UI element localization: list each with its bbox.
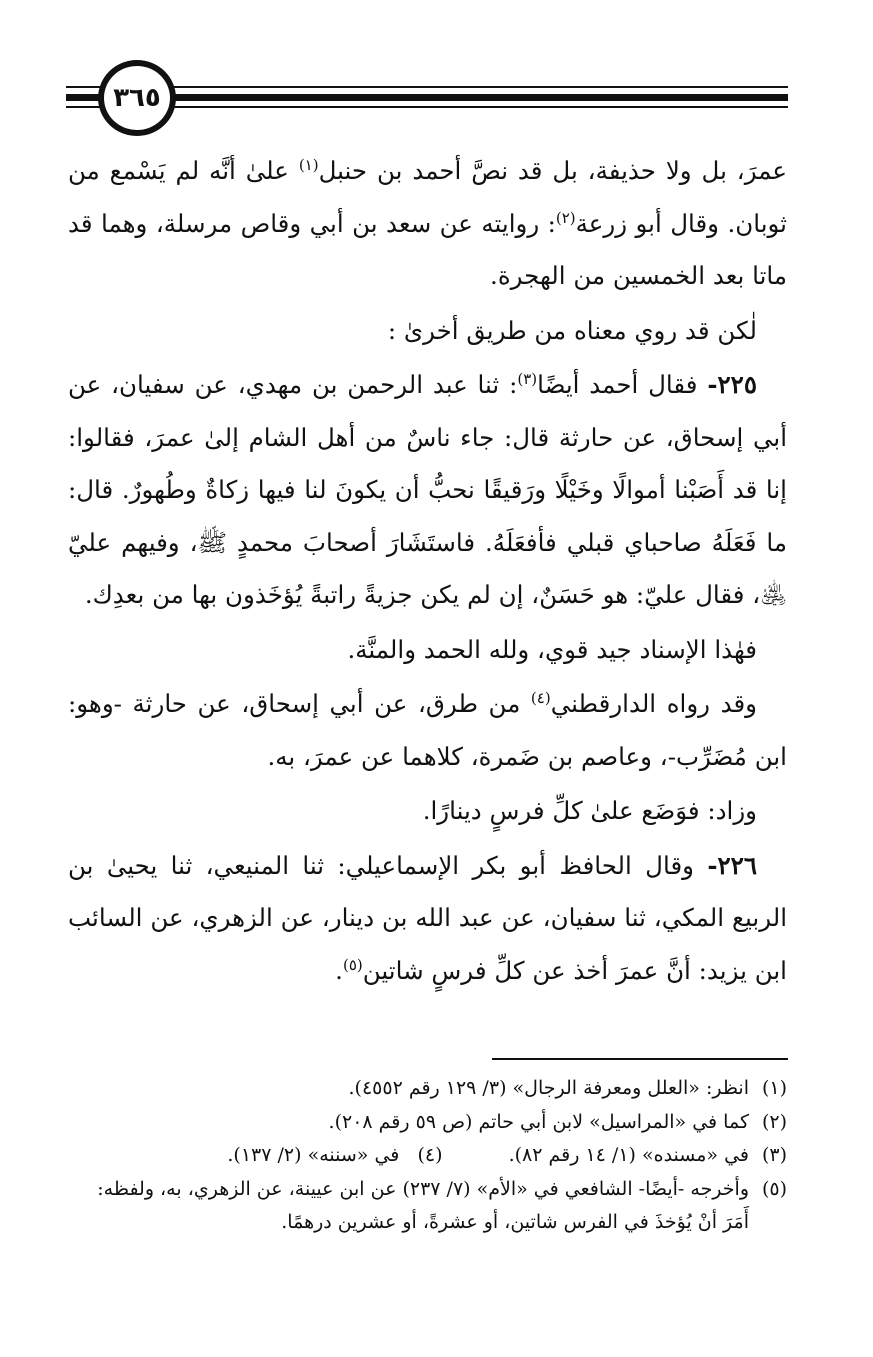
hadith-number-225: ٢٢٥-	[707, 370, 757, 399]
paragraph-4: فهٰذا الإسناد جيد قوي، ولله الحمد والمنَّة.	[347, 634, 757, 664]
footnote-2	[90, 1106, 787, 1140]
page-header	[0, 0, 873, 150]
page-number: ٣٦٥	[113, 83, 161, 113]
text-run: : روايته عن سعد بن أبي وقاص مرسلة، وهما قد ماتا بعد الخمسين من الهجرة.	[68, 208, 787, 290]
footnote-number: (٥)	[761, 1177, 787, 1200]
footnote-5	[90, 1173, 787, 1240]
text-run: فقال أحمد أيضًا	[537, 370, 708, 399]
footnote-ref-4: (٤)	[530, 688, 551, 707]
text-run: .	[335, 955, 343, 985]
paragraph-2: لٰكن قد روي معناه من طريق أخرىٰ :	[387, 315, 757, 345]
text-run: من طرق، عن أبي إسحاق، عن حارثة -وهو: ابن مُضَرِّب-، وعاصم بن ضَمرة، كلاهما عن عمرَ، به.	[68, 689, 787, 771]
footnote-4	[227, 1139, 442, 1173]
footnote-3-4-row	[90, 1139, 787, 1173]
footnote-4-text: في «سننه» (٢/ ١٣٧).	[227, 1144, 400, 1166]
page-number-badge	[98, 60, 176, 136]
text-run: : ثنا عبد الرحمن بن مهدي، عن سفيان، عن أبي إسحاق، عن حارثة قال: جاء ناسٌ من أهل الشام إلىٰ عمرَ، فقالوا: إنا قد أَصَبْنا أموالًا وخَيْلًا ورَقيقًا نحبُّ أن يكونَ لنا فيها زكاةٌ وطُهورٌ. قال: ما فَعَلَهُ صاحباي قبلي فأفعَلَهُ. فاستَشَارَ أصحابَ محمدٍ ﷺ، وفيهم عليّ ﵁، فقال عليّ: هو حَسَنٌ، إن لم يكن جزيةً راتبةً يُؤخَذون بها من بعدِك.	[68, 370, 787, 609]
footnote-text: كما في «المراسيل» لابن أبي حاتم (ص ٥٩ رقم ٢٠٨).	[328, 1110, 749, 1133]
footnote-3-text: في «مسنده» (١/ ١٤ رقم ٨٢).	[508, 1144, 749, 1166]
footnote-text: وأخرجه -أيضًا- الشافعي في «الأم» (٧/ ٢٣٧) عن ابن عيينة، عن الزهري، به، ولفظه: أَمَرَ أنْ يُؤخذَ في الفرس شاتين، أو عشرةً، أو عشرين درهمًا.	[97, 1177, 749, 1233]
footnote-ref-3: (٣)	[517, 369, 538, 388]
paragraph-5	[68, 678, 787, 783]
paragraph-1	[68, 145, 787, 303]
hadith-number-226: ٢٢٦-	[707, 850, 757, 880]
main-text	[68, 145, 787, 999]
paragraph-6: وزاد: فوَضَع علىٰ كلِّ فرسٍ دينارًا.	[422, 796, 757, 825]
text-run: عمرَ، بل ولا حذيفة، بل قد نصَّ أحمد بن حنبل	[318, 156, 787, 185]
paragraph-226	[68, 840, 787, 998]
footnote-number: (٤)	[417, 1144, 443, 1166]
footnote-number: (٣)	[761, 1144, 787, 1166]
footnote-ref-2: (٢)	[555, 208, 576, 227]
footnote-number: (٢)	[761, 1110, 787, 1133]
text-run: علىٰ أنَّه لم يَسْمع من ثوبان. وقال أبو زرعة	[68, 156, 787, 238]
paragraph-225	[68, 359, 787, 622]
footnote-text	[90, 1139, 749, 1173]
footnotes	[90, 1072, 787, 1240]
text-run: وقال الحافظ أبو بكر الإسماعيلي: ثنا المنيعي، ثنا يحيىٰ بن الربيع المكي، ثنا سفيان، عن عبد الله بن دينار، عن الزهري، عن السائب ابن يزيد: أنَّ عمرَ أخذ عن كلِّ فرسٍ شاتين	[68, 850, 787, 985]
footnote-ref-5: (٥)	[342, 955, 363, 974]
text-run: وقد رواه الدارقطني	[550, 689, 757, 718]
footnote-1	[90, 1072, 787, 1106]
footnote-ref-1: (١)	[298, 155, 319, 174]
footnote-number: (١)	[761, 1077, 787, 1099]
footnote-text: انظر: «العلل ومعرفة الرجال» (٣/ ١٢٩ رقم ٤٥٥٢).	[348, 1077, 749, 1099]
footnote-separator	[492, 1058, 788, 1060]
